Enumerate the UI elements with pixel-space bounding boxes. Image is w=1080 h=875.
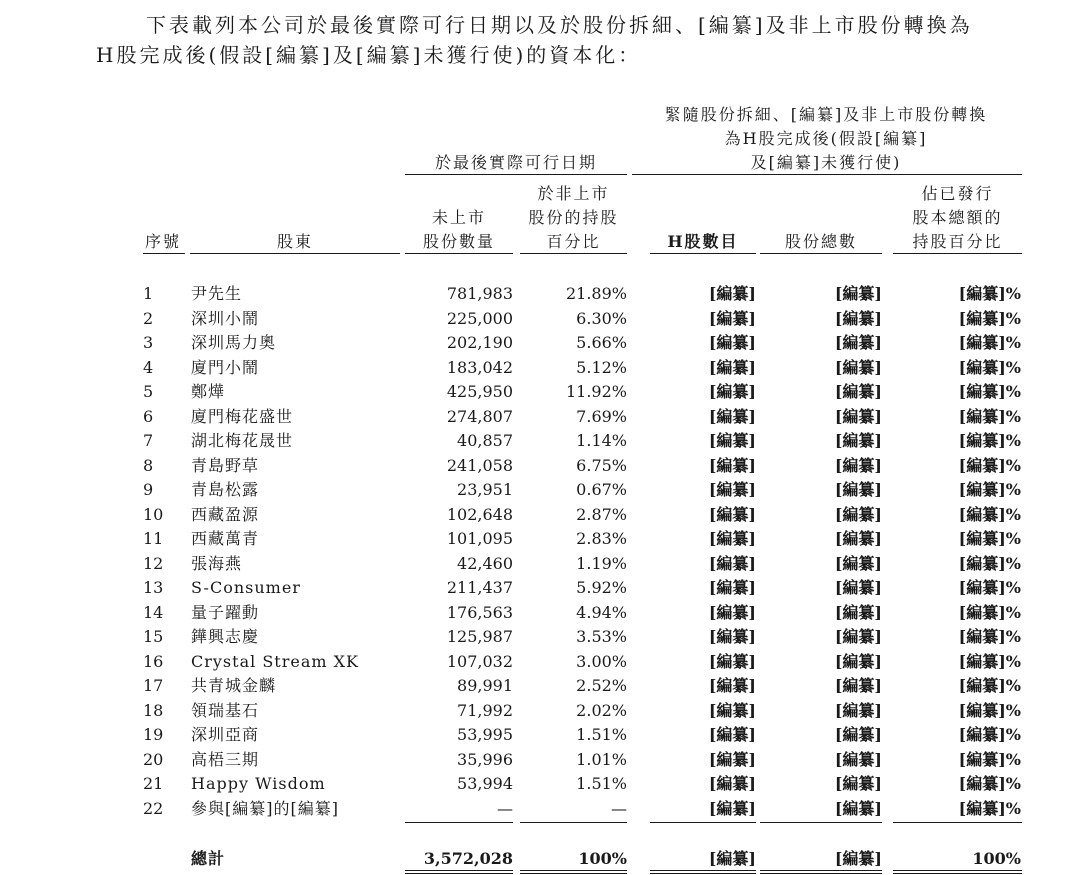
issued-pct: [編纂]% <box>958 284 1021 303</box>
group2-title-rule <box>632 174 1022 175</box>
total-shares: [編纂] <box>834 529 882 548</box>
issued-pct: [編纂]% <box>958 602 1021 622</box>
unlisted-shares: 101,095 <box>446 529 513 548</box>
shareholder-name: 尹先生 <box>191 284 243 303</box>
shareholder-name: 鄭燁 <box>191 382 226 401</box>
h-shares: [編纂] <box>708 798 756 818</box>
col-header-pct-l3: 百分比 <box>546 232 601 251</box>
rule-no <box>143 253 185 254</box>
rule-h-shares <box>650 253 756 254</box>
shareholder-name: 高梧三期 <box>191 749 260 769</box>
row-number: 8 <box>143 455 154 475</box>
total-total: [編纂] <box>834 849 882 868</box>
issued-pct: [編纂]% <box>958 504 1021 524</box>
group1-title: 於最後實際可行日期 <box>434 153 597 172</box>
row-number: 19 <box>143 725 164 744</box>
issued-pct: [編纂]% <box>958 333 1021 352</box>
unlisted-shares: 71,992 <box>457 700 513 720</box>
h-shares: [編纂] <box>708 333 756 352</box>
row-number: 6 <box>143 406 154 426</box>
issued-pct: [編纂]% <box>958 431 1021 450</box>
h-shares: [編纂] <box>708 480 756 499</box>
total-shares: [編纂] <box>834 651 882 671</box>
h-shares: [編纂] <box>708 357 756 377</box>
issued-pct: [編纂]% <box>958 553 1021 573</box>
h-shares: [編纂] <box>708 774 756 793</box>
unlisted-shares: 42,460 <box>457 553 513 573</box>
table-row <box>0 699 1080 723</box>
total-shares: [編纂] <box>834 676 882 695</box>
total-shares: [編纂] <box>834 480 882 499</box>
table-row <box>0 797 1080 821</box>
row-number: 9 <box>143 480 154 499</box>
col-header-pct-l1: 於非上市 <box>537 184 610 203</box>
rule-shareholder <box>190 253 400 254</box>
shareholder-name: 廈門梅花盛世 <box>191 406 294 426</box>
h-shares: [編纂] <box>708 553 756 573</box>
unlisted-shares: 241,058 <box>446 455 513 475</box>
total-shares: [編纂] <box>834 553 882 573</box>
row-number: 2 <box>143 308 154 328</box>
shareholder-name: Crystal Stream XK <box>191 651 359 671</box>
total-shares: [編纂] <box>834 504 882 524</box>
unlisted-shares: 425,950 <box>446 382 513 401</box>
table-row <box>0 723 1080 747</box>
table-row <box>0 307 1080 331</box>
unlisted-shares: 102,648 <box>446 504 513 524</box>
table-row <box>0 552 1080 576</box>
unlisted-pct: 0.67% <box>576 480 627 499</box>
shareholder-name: 廈門小鬧 <box>191 357 260 377</box>
unlisted-pct: 3.53% <box>576 627 627 646</box>
issued-pct: [編纂]% <box>958 455 1021 475</box>
row-number: 13 <box>143 578 164 597</box>
issued-pct: [編纂]% <box>958 382 1021 401</box>
issued-pct: [編纂]% <box>958 406 1021 426</box>
h-shares: [編纂] <box>708 382 756 401</box>
unlisted-shares: 176,563 <box>446 602 513 622</box>
table-row <box>0 576 1080 600</box>
total-shares: [編纂] <box>834 431 882 450</box>
subtotal-rule-issued <box>893 822 1022 823</box>
total-pct: 100% <box>578 849 627 868</box>
h-shares: [編纂] <box>708 455 756 475</box>
intro-line-1: 下表載列本公司於最後實際可行日期以及於股份拆細、[編纂]及非上市股份轉換為 <box>146 13 973 37</box>
total-shares: 3,572,028 <box>423 849 513 868</box>
table-row <box>0 625 1080 649</box>
row-number: 16 <box>143 651 164 671</box>
row-number: 4 <box>143 357 154 377</box>
h-shares: [編纂] <box>708 431 756 450</box>
rule-pct <box>520 253 627 254</box>
shareholder-name: 領瑞基石 <box>191 700 260 720</box>
unlisted-pct: 1.14% <box>576 431 627 450</box>
unlisted-pct: 2.52% <box>576 676 627 695</box>
total-shares: [編纂] <box>834 333 882 352</box>
shareholder-name: 深圳馬力奧 <box>191 333 277 352</box>
row-number: 18 <box>143 700 164 720</box>
subtotal-rule-h <box>650 822 756 823</box>
total-shares: [編纂] <box>834 578 882 597</box>
issued-pct: [編纂]% <box>958 627 1021 646</box>
unlisted-pct: 2.83% <box>576 529 627 548</box>
row-number: 20 <box>143 749 164 769</box>
shareholder-name: 張海燕 <box>191 553 243 573</box>
unlisted-pct: 7.69% <box>576 406 627 426</box>
unlisted-shares: 183,042 <box>446 357 513 377</box>
row-number: 7 <box>143 431 154 450</box>
table-row <box>0 772 1080 796</box>
shareholder-name: 湖北梅花晟世 <box>191 431 294 450</box>
table-row <box>0 331 1080 355</box>
h-shares: [編纂] <box>708 725 756 744</box>
row-number: 3 <box>143 333 154 352</box>
unlisted-shares: 781,983 <box>446 284 513 303</box>
shareholder-name: 參與[編纂]的[編纂] <box>191 798 339 818</box>
unlisted-pct: 2.87% <box>576 504 627 524</box>
row-number: 15 <box>143 627 164 646</box>
total-shares: [編纂] <box>834 357 882 377</box>
col-header-h-shares: H股數目 <box>667 232 739 251</box>
col-header-unlisted-l2: 股份數量 <box>422 232 495 251</box>
unlisted-pct: 6.30% <box>576 308 627 328</box>
row-number: 12 <box>143 553 164 573</box>
total-double-rule-pct <box>520 870 627 874</box>
unlisted-shares: 274,807 <box>446 406 513 426</box>
h-shares: [編纂] <box>708 504 756 524</box>
row-number: 14 <box>143 602 164 622</box>
issued-pct: [編纂]% <box>958 798 1021 818</box>
row-number: 10 <box>143 504 164 524</box>
table-row <box>0 478 1080 502</box>
table-row <box>0 356 1080 380</box>
h-shares: [編纂] <box>708 578 756 597</box>
group2-title-line1: 緊隨股份拆細、[編纂]及非上市股份轉換 <box>664 105 988 124</box>
unlisted-shares: 23,951 <box>457 480 513 499</box>
table-row <box>0 405 1080 429</box>
unlisted-pct: 5.66% <box>576 333 627 352</box>
unlisted-shares: 202,190 <box>446 333 513 352</box>
shareholder-name: 青島野草 <box>191 455 260 475</box>
unlisted-pct: — <box>611 798 627 818</box>
shareholder-name: 深圳小鬧 <box>191 308 260 328</box>
unlisted-pct: 1.19% <box>576 553 627 573</box>
unlisted-shares: 40,857 <box>457 431 513 450</box>
total-shares: [編纂] <box>834 774 882 793</box>
total-double-rule-h <box>650 870 756 874</box>
issued-pct: [編纂]% <box>958 725 1021 744</box>
row-number: 17 <box>143 676 164 695</box>
col-header-shareholder: 股東 <box>276 232 313 251</box>
unlisted-shares: — <box>497 798 513 818</box>
total-shares: [編纂] <box>834 406 882 426</box>
unlisted-shares: 107,032 <box>446 651 513 671</box>
issued-pct: [編纂]% <box>958 480 1021 499</box>
unlisted-shares: 211,437 <box>446 578 513 597</box>
subtotal-rule-pct <box>520 822 627 823</box>
table-row <box>0 503 1080 527</box>
total-shares: [編纂] <box>834 749 882 769</box>
unlisted-pct: 6.75% <box>576 455 627 475</box>
total-shares: [編纂] <box>834 798 882 818</box>
h-shares: [編纂] <box>708 627 756 646</box>
table-row <box>0 429 1080 453</box>
table-row <box>0 650 1080 674</box>
total-shares: [編纂] <box>834 700 882 720</box>
h-shares: [編纂] <box>708 284 756 303</box>
rule-unlisted <box>405 253 513 254</box>
subtotal-rule-unlisted <box>405 822 513 823</box>
col-header-no: 序號 <box>145 232 182 251</box>
group2-title-line3: 及[編纂]未獲行使) <box>750 153 902 172</box>
intro-line-2: H股完成後(假設[編纂]及[編纂]未獲行使)的資本化： <box>96 43 642 67</box>
unlisted-shares: 89,991 <box>457 676 513 695</box>
unlisted-pct: 3.00% <box>576 651 627 671</box>
h-shares: [編纂] <box>708 529 756 548</box>
total-double-rule-unlisted <box>405 870 513 874</box>
group1-title-rule <box>405 174 627 175</box>
issued-pct: [編纂]% <box>958 676 1021 695</box>
unlisted-pct: 1.51% <box>576 774 627 793</box>
unlisted-shares: 35,996 <box>457 749 513 769</box>
total-label: 總計 <box>191 849 226 868</box>
col-header-pct-l2: 股份的持股 <box>528 208 619 227</box>
issued-pct: [編纂]% <box>958 578 1021 597</box>
issued-pct: [編纂]% <box>958 651 1021 671</box>
h-shares: [編纂] <box>708 700 756 720</box>
row-number: 11 <box>143 529 164 548</box>
issued-pct: [編纂]% <box>958 308 1021 328</box>
unlisted-pct: 5.12% <box>576 357 627 377</box>
h-shares: [編纂] <box>708 676 756 695</box>
row-number: 5 <box>143 382 154 401</box>
unlisted-pct: 4.94% <box>576 602 627 622</box>
table-row <box>0 282 1080 306</box>
issued-pct: [編纂]% <box>958 749 1021 769</box>
row-number: 21 <box>143 774 164 793</box>
total-shares: [編纂] <box>834 627 882 646</box>
total-shares: [編纂] <box>834 382 882 401</box>
h-shares: [編纂] <box>708 602 756 622</box>
shareholder-name: 量子躍動 <box>191 602 260 622</box>
issued-pct: [編纂]% <box>958 774 1021 793</box>
h-shares: [編纂] <box>708 308 756 328</box>
shareholder-name: 深圳亞商 <box>191 725 260 744</box>
issued-pct: [編纂]% <box>958 357 1021 377</box>
total-double-rule-total <box>760 870 882 874</box>
issued-pct: [編纂]% <box>958 700 1021 720</box>
unlisted-shares: 225,000 <box>446 308 513 328</box>
issued-pct: [編纂]% <box>958 529 1021 548</box>
total-shares: [編纂] <box>834 284 882 303</box>
unlisted-shares: 125,987 <box>446 627 513 646</box>
col-header-issued-pct-l2: 股本總額的 <box>912 208 1003 227</box>
table-row <box>0 527 1080 551</box>
total-h: [編纂] <box>708 849 756 868</box>
total-shares: [編纂] <box>834 602 882 622</box>
unlisted-pct: 1.01% <box>576 749 627 769</box>
shareholder-name: 共青城金麟 <box>191 676 277 695</box>
total-shares: [編纂] <box>834 308 882 328</box>
table-row <box>0 601 1080 625</box>
shareholder-name: 鏵興志慶 <box>191 627 260 646</box>
shareholder-name: Happy Wisdom <box>191 774 326 793</box>
unlisted-pct: 11.92% <box>565 382 627 401</box>
total-shares: [編纂] <box>834 725 882 744</box>
col-header-issued-pct-l3: 持股百分比 <box>912 232 1003 251</box>
col-header-unlisted-l1: 未上市 <box>431 208 486 227</box>
unlisted-pct: 5.92% <box>576 578 627 597</box>
unlisted-shares: 53,995 <box>457 725 513 744</box>
shareholder-name: S-Consumer <box>191 578 301 597</box>
shareholder-name: 西藏萬青 <box>191 529 260 548</box>
rule-issued-pct <box>893 253 1022 254</box>
unlisted-pct: 21.89% <box>565 284 627 303</box>
total-double-rule-issued <box>893 870 1022 874</box>
shareholder-name: 青島松露 <box>191 480 260 499</box>
subtotal-rule-total <box>760 822 882 823</box>
rule-total-shares <box>760 253 882 254</box>
group2-title-line2: 為H股完成後(假設[編纂] <box>724 129 928 148</box>
col-header-total-shares: 股份總數 <box>784 232 857 251</box>
unlisted-shares: 53,994 <box>457 774 513 793</box>
h-shares: [編纂] <box>708 651 756 671</box>
row-number: 22 <box>143 798 164 818</box>
intro-paragraph <box>96 10 1046 70</box>
table-row <box>0 380 1080 404</box>
total-shares: [編纂] <box>834 455 882 475</box>
unlisted-pct: 2.02% <box>576 700 627 720</box>
h-shares: [編纂] <box>708 406 756 426</box>
table-row <box>0 454 1080 478</box>
unlisted-pct: 1.51% <box>576 725 627 744</box>
table-row <box>0 674 1080 698</box>
total-pct2: 100% <box>972 849 1021 868</box>
row-number: 1 <box>143 284 154 303</box>
total-row <box>0 847 1080 871</box>
shareholder-name: 西藏盈源 <box>191 504 260 524</box>
col-header-issued-pct-l1: 佔已發行 <box>921 184 994 203</box>
h-shares: [編纂] <box>708 749 756 769</box>
table-row <box>0 748 1080 772</box>
